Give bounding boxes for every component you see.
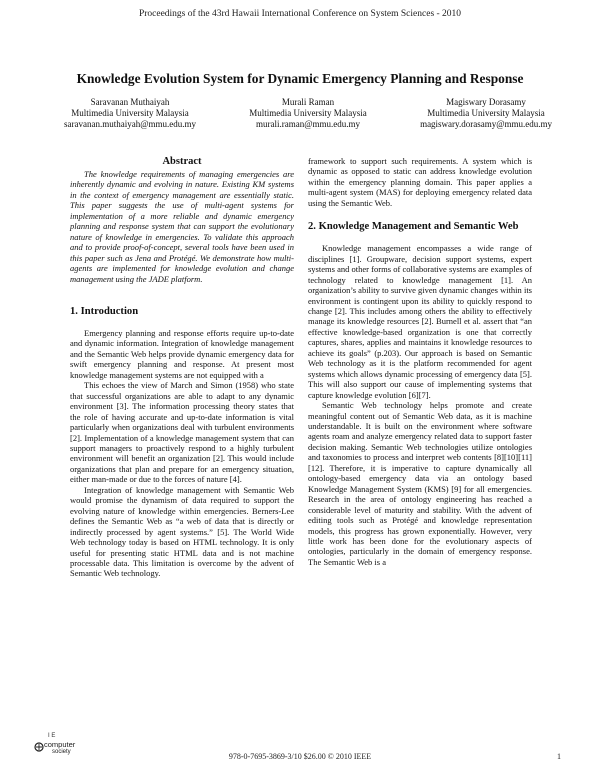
logo-name-text: computer xyxy=(44,740,76,749)
author-1 xyxy=(64,97,196,131)
author-2 xyxy=(249,97,366,131)
intro-paragraph: This echoes the view of March and Simon (1958) who state that successful organizations are able to adapt to any dynamic environment [3]. The information processing theory states that the role of having accurate and up-to-date information is vital particularly when organizations deal with turbulent environments [2]. Implementation of a knowledge management system that can support managers to proactively respond to a highly turbulent environment will benefit an organization [2]. This would include organizations that plan and prepare for an emergency situation, either man-made or due to the forces of nature [4]. xyxy=(70,380,294,485)
author-name: Magiswary Dorasamy xyxy=(446,97,526,107)
isbn-copyright: 978-0-7695-3869-3/10 $26.00 © 2010 IEEE xyxy=(228,752,372,761)
logo-top-text: I E xyxy=(48,733,56,739)
intro-continuation-paragraph: framework to support such requirements. A system which is dynamic as opposed to static can address knowledge evolution within the emergency planning domain. This paper applies a multi-agent system (MAS) for deploying emergency related data using the Semantic Web. xyxy=(308,156,532,208)
author-email: magiswary.dorasamy@mmu.edu.my xyxy=(420,119,552,130)
author-affiliation: Multimedia University Malaysia xyxy=(249,108,367,119)
author-name: Saravanan Muthaiyah xyxy=(90,97,170,107)
page-number: 1 xyxy=(557,752,561,761)
left-column xyxy=(70,156,294,579)
author-name: Murali Raman xyxy=(281,97,335,107)
section-heading-introduction: 1. Introduction xyxy=(70,305,139,317)
author-affiliation: Multimedia University Malaysia xyxy=(427,108,545,119)
conference-header: Proceedings of the 43rd Hawaii International Conference on System Sciences - 2010 xyxy=(138,9,462,19)
author-affiliation: Multimedia University Malaysia xyxy=(71,108,189,119)
km-paragraph: Semantic Web technology helps promote and create meaningful content out of Semantic Web data, as it is machine understandable. It is built on the environment where software agents roam and analyze emergency related data to support faster decision making. Semantic Web technologies utilize ontologies and taxonomies to process and interpret web contents [8][10][11][12]. Therefore, it is imperative to capture dynamically all ontology-based emergency data via an ontology based Knowledge Management System (KMS) [9] for all emergencies. Research in the area of ontology engineering has reached a considerable level of maturity and stability. With the advent of editing tools such as Protégé and knowledge representation models, this progress has grown exponentially. However, very little work has been done for the evolutionary aspects of ontologies, particularly in the domain of emergency response. The Semantic Web is a xyxy=(308,400,532,567)
abstract-heading: Abstract xyxy=(162,156,202,167)
paper-title: Knowledge Evolution System for Dynamic Emergency Planning and Response xyxy=(76,71,524,86)
logo-sub-text: society xyxy=(52,749,71,755)
author-block xyxy=(64,97,552,131)
right-column xyxy=(308,156,532,567)
intro-paragraph: Emergency planning and response efforts require up-to-date and dynamic information. Integration of knowledge management and the Semantic Web helps provide dynamic emergency data for swift emergency planning and response. At present most knowledge management systems are not equipped with a xyxy=(70,327,294,380)
section-heading-km-semantic-web: 2. Knowledge Management and Semantic Web xyxy=(308,221,519,233)
intro-paragraph: Integration of knowledge management with Semantic Web would promise the dynamism of data required to support the evolving nature of knowledge within emergencies. Berners-Lee defines the Semantic Web as “a web of data that is directly or indirectly processed by agent systems.” [5]. The World Wide Web technology today is based on HTML technology. It is only useful for presenting static HTML data and is not machine processable data. This limitation is overcome by the advent of Semantic Web technology. xyxy=(70,484,294,579)
author-email: saravanan.muthaiyah@mmu.edu.my xyxy=(64,119,197,130)
author-email: murali.raman@mmu.edu.my xyxy=(256,119,361,130)
abstract-text: The knowledge requirements of managing emergencies are inherently dynamic and evolving in nature. Existing KM systems in the context of emergency management are essentially static. This paper suggests the use of multi-agent systems for implementation of a more reliable and dynamic emergency planning and response system that can support the evolutionary nature of knowledge in emergencies. To validate this approach and to provide proof-of-concept, several tools have been used in this paper such as Jena and Protégé. We demonstrate how multi-agents are implemented for knowledge evolution and change management using the JADE platform. xyxy=(70,169,294,284)
author-3 xyxy=(420,97,552,131)
km-paragraph: Knowledge management encompasses a wide range of disciplines [1]. Groupware, decision support systems, expert systems and other forms of collaborative systems are examples of technology related to knowledge management [1]. An organization’s ability to survive given dynamic changes within its environment is contingent upon its ability to quickly respond to change [2]. This includes among others the ability to effectively manage its knowledge resources [2]. Burnell et al. assert that “an effective knowledge-based organization is one that correctly captures, shares, applies and maintains it knowledge resources to achieve its goals” (p.203). Our approach is based on Semantic Web technology as it is the platform recommended for agent systems which allows dynamic processing of emergency data [5]. This will also support our cause of implementing systems that capture knowledge evolution [6][7]. xyxy=(308,243,532,400)
ieee-logo-icon xyxy=(34,742,44,752)
